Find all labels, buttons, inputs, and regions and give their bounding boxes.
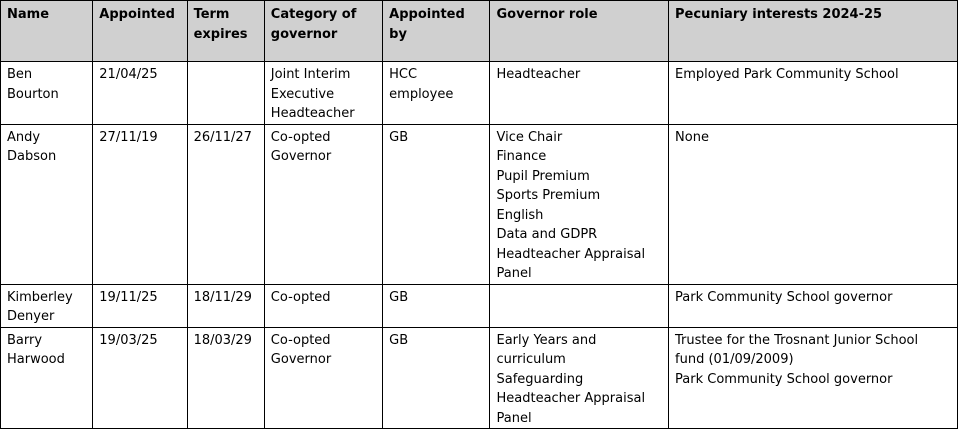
cell-category xyxy=(264,124,382,284)
cell-governor-role-line: Data and GDPR xyxy=(496,227,598,242)
cell-governor-role-line: Panel xyxy=(496,410,532,426)
cell-name-line: Denyer xyxy=(7,309,55,324)
cell-governor-role-line: English xyxy=(496,207,544,223)
cell-governor-role-line: Vice Chair xyxy=(496,129,563,145)
cell-appointed-by-line: GB xyxy=(389,129,409,145)
cell-name-line: Ben xyxy=(7,67,33,82)
cell-name-line: Andy xyxy=(7,129,41,145)
cell-pecuniary-interests-line: None xyxy=(675,129,709,145)
cell-governor-role xyxy=(490,124,669,284)
header-appointed-by: Appointed by xyxy=(383,1,490,62)
cell-appointed-by xyxy=(383,327,490,429)
cell-category xyxy=(264,284,382,327)
cell-appointed: 21/04/25 xyxy=(93,62,187,125)
table-row xyxy=(1,327,958,429)
cell-term-expires: 26/11/27 xyxy=(187,124,264,284)
cell-pecuniary-interests-line: fund (01/09/2009) xyxy=(675,352,794,367)
cell-category-line: Executive xyxy=(270,86,335,102)
header-term-expires: Term expires xyxy=(187,1,264,62)
cell-pecuniary-interests-line: Park Community School governor xyxy=(675,289,893,305)
cell-pecuniary-interests-line: Trustee for the Trosnant Junior School xyxy=(675,332,919,348)
cell-governor-role-line: Early Years and xyxy=(496,332,597,348)
cell-name xyxy=(1,124,93,284)
cell-category xyxy=(264,62,382,125)
cell-name-line: Kimberley xyxy=(7,289,73,305)
cell-appointed-by-line: employee xyxy=(389,86,454,102)
cell-governor-role-line: Safeguarding xyxy=(496,371,584,387)
cell-appointed-by xyxy=(383,62,490,125)
cell-appointed: 19/03/25 xyxy=(93,327,187,429)
cell-category-line: Headteacher xyxy=(270,106,355,121)
cell-pecuniary-interests xyxy=(669,62,958,125)
cell-category xyxy=(264,327,382,429)
cell-name-line: Barry xyxy=(7,332,43,348)
cell-appointed-by-line: GB xyxy=(389,332,409,348)
cell-category-line: Co-opted xyxy=(270,289,331,305)
cell-name xyxy=(1,62,93,125)
header-governor-role: Governor role xyxy=(490,1,669,62)
cell-governor-role xyxy=(490,284,669,327)
cell-term-expires: 18/03/29 xyxy=(187,327,264,429)
cell-appointed-by xyxy=(383,124,490,284)
cell-name-line: Harwood xyxy=(7,352,65,367)
cell-governor-role-line: Headteacher Appraisal xyxy=(496,391,646,406)
cell-category-line: Governor xyxy=(270,352,332,367)
cell-name xyxy=(1,284,93,327)
header-name: Name xyxy=(1,1,93,62)
cell-appointed-by xyxy=(383,284,490,327)
cell-governor-role-line: Finance xyxy=(496,149,547,164)
cell-governor-role-line: Sports Premium xyxy=(496,188,601,203)
cell-appointed-by-line: HCC xyxy=(389,67,418,82)
cell-name-line: Dabson xyxy=(7,149,57,164)
header-appointed: Appointed xyxy=(93,1,187,62)
header-pecuniary-interests: Pecuniary interests 2024-25 xyxy=(669,1,958,62)
cell-governor-role-line: Headteacher xyxy=(496,67,581,82)
cell-appointed: 27/11/19 xyxy=(93,124,187,284)
table-row xyxy=(1,124,958,284)
cell-governor-role xyxy=(490,327,669,429)
header-row xyxy=(1,1,958,62)
cell-appointed-by-line: GB xyxy=(389,289,409,305)
cell-term-expires xyxy=(187,62,264,125)
cell-name xyxy=(1,327,93,429)
cell-pecuniary-interests xyxy=(669,124,958,284)
cell-term-expires: 18/11/29 xyxy=(187,284,264,327)
cell-category-line: Governor xyxy=(270,149,332,164)
cell-name-line: Bourton xyxy=(7,86,59,102)
cell-category-line: Co-opted xyxy=(270,332,331,348)
table-row xyxy=(1,62,958,125)
cell-category-line: Joint Interim xyxy=(270,67,351,82)
cell-pecuniary-interests-line: Park Community School governor xyxy=(675,371,893,387)
cell-pecuniary-interests xyxy=(669,327,958,429)
cell-governor-role-line: Pupil Premium xyxy=(496,168,590,184)
cell-governor-role-line: Panel xyxy=(496,266,532,281)
cell-governor-role xyxy=(490,62,669,125)
header-category: Category of governor xyxy=(264,1,382,62)
cell-governor-role-line: Headteacher Appraisal xyxy=(496,246,646,262)
cell-category-line: Co-opted xyxy=(270,129,331,145)
cell-governor-role-line: curriculum xyxy=(496,352,566,367)
cell-pecuniary-interests xyxy=(669,284,958,327)
cell-appointed: 19/11/25 xyxy=(93,284,187,327)
cell-pecuniary-interests-line: Employed Park Community School xyxy=(675,67,899,82)
table-row xyxy=(1,284,958,327)
